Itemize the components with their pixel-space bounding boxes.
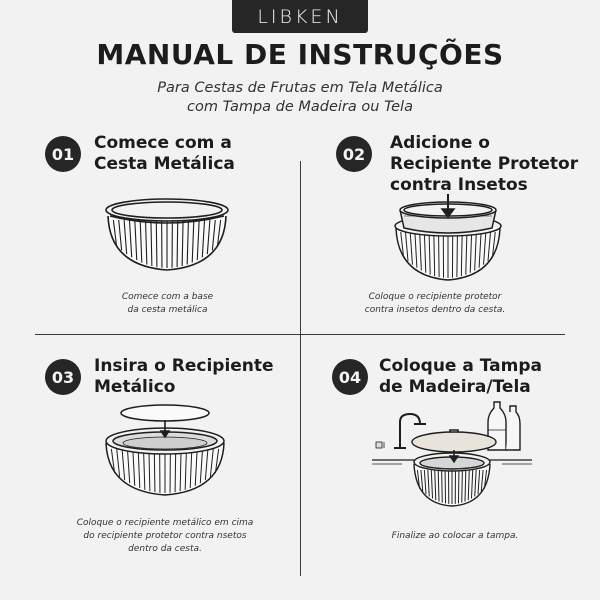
step-2-caption [335, 291, 535, 317]
brand-logo [232, 0, 368, 33]
step-2-title-line-1: Adicione o [390, 133, 490, 153]
step-2-title [390, 133, 578, 196]
step-3-badge: 03 [45, 359, 81, 395]
step-2-title-line-2: Recipiente Protetor [390, 154, 579, 174]
step-1-caption-line-1: Comece com a base [121, 292, 214, 302]
step-3-caption-line-1: Coloque o recipiente metálico em cima [76, 518, 254, 528]
step-3-title-line-2: Metálico [94, 377, 176, 397]
insect-protector-illustration [390, 192, 510, 284]
step-2-caption-line-1: Coloque o recipiente protetor [368, 292, 502, 302]
step-4-title-line-2: de Madeira/Tela [379, 377, 531, 397]
basket-slat [177, 220, 178, 267]
kitchen-lid-illustration [372, 400, 532, 508]
step-4-title [379, 356, 542, 398]
step-2-caption-line-2: contra insetos dentro da cesta. [364, 305, 506, 315]
step-1-title-line-2: Cesta Metálica [94, 154, 235, 174]
step-1-badge: 01 [45, 136, 81, 172]
step-1-caption [60, 291, 275, 317]
basket-slat [175, 449, 176, 492]
page-subtitle [0, 79, 600, 117]
brand-logo-text: LIBKEN [257, 5, 343, 28]
subtitle-line-2: com Tampa de Madeira ou Tela [187, 99, 413, 115]
step-4-badge: 04 [332, 359, 368, 395]
step-3-title-line-1: Insira o Recipiente [94, 356, 274, 376]
step-1-caption-line-2: da cesta metálica [127, 305, 208, 315]
basket-slat [154, 449, 155, 492]
step-4-title-line-1: Coloque a Tampa [379, 356, 543, 376]
basket-slat [442, 470, 443, 503]
vertical-divider [300, 161, 301, 576]
step-3-caption [55, 517, 275, 556]
subtitle-line-1: Para Cestas de Frutas em Tela Metálica [157, 80, 443, 96]
step-4-caption-line-1: Finalize ao colocar a tampa. [391, 531, 519, 541]
wire-basket-illustration [100, 192, 235, 276]
metal-container-illustration [100, 403, 230, 499]
step-3-caption-line-2: do recipiente protetor contra nsetos [83, 531, 247, 541]
step-1-title-line-1: Comece com a [94, 133, 232, 153]
basket-slat [156, 220, 157, 267]
step-3-title [94, 356, 274, 398]
basket-slat [439, 232, 440, 277]
basket-slat [462, 470, 463, 503]
basket-slat [457, 232, 458, 277]
horizontal-divider [35, 334, 565, 335]
page-title: MANUAL DE INSTRUÇÕES [96, 38, 504, 71]
step-2-badge: 02 [336, 136, 372, 172]
step-3-caption-line-3: dentro da cesta. [128, 544, 202, 554]
step-4-caption [360, 530, 550, 543]
step-1-title [94, 133, 235, 175]
step-2-title-line-3: contra Insetos [390, 175, 528, 195]
